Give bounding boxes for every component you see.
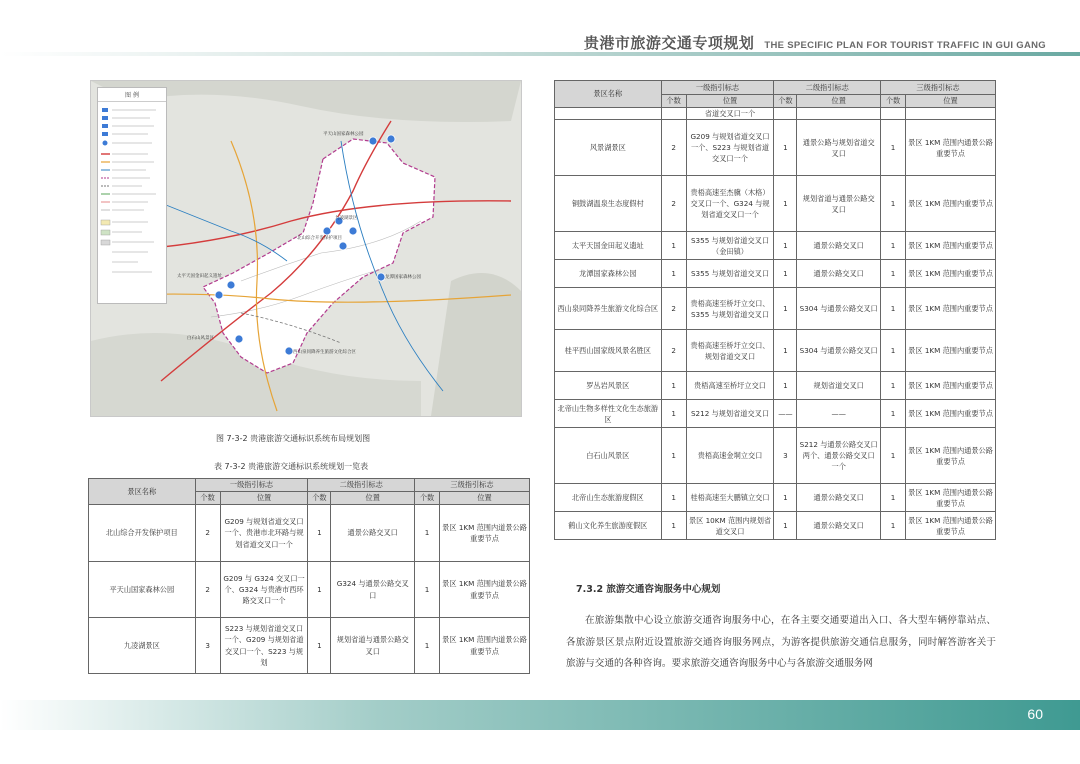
row-pos1: S355 与规划省道交叉口（金田镇） (686, 232, 774, 260)
legend-symbols (98, 102, 164, 298)
header-title (584, 32, 1046, 53)
row-pos2: 规划省道与通景公路交叉口 (797, 176, 881, 232)
row-pos3: 景区 1KM 范围内通景公路重要节点 (906, 512, 996, 540)
row-count1: 2 (195, 562, 220, 618)
table-row (89, 505, 530, 562)
row-pos3: 景区 1KM 范围内重要节点 (906, 260, 996, 288)
table-row (555, 330, 996, 372)
row-name: 鹤山文化养生旅游度假区 (555, 512, 662, 540)
row-count2: 1 (774, 288, 797, 330)
row-name: 太平天国金田起义遗址 (555, 232, 662, 260)
row-pos2: 通景公路交叉口 (797, 260, 881, 288)
header-level2: 二级指引标志 (308, 479, 415, 492)
row-pos1: 景区 10KM 范围内规划省道交叉口 (686, 512, 774, 540)
row-count3: 1 (881, 372, 906, 400)
row-pos1: G209 与规划省道交叉口一个、S223 与规划省道交叉口一个 (686, 120, 774, 176)
header-position: 位置 (440, 492, 530, 505)
row-pos2 (797, 108, 881, 120)
row-count3: 1 (881, 484, 906, 512)
row-pos1: 贵梧高速至桥圩立交口、规划省道交叉口 (686, 330, 774, 372)
row-pos2: G324 与通景公路交叉口 (331, 562, 415, 618)
row-pos2: —— (797, 400, 881, 428)
header-divider (0, 52, 1080, 56)
row-pos3: 景区 1KM 范围内通景公路重要节点 (906, 120, 996, 176)
row-count1: 2 (195, 505, 220, 562)
row-count2 (774, 108, 797, 120)
map-label-taiping: 太平天国金田起义遗址 (177, 274, 222, 279)
row-pos3: 景区 1KM 范围内道景公路重要节点 (440, 618, 530, 674)
row-pos1: 贵梧高速至杰骥（木格）交叉口一个、G324 与规划省道交叉口一个 (686, 176, 774, 232)
row-count2: 1 (308, 618, 331, 674)
header-level2: 二级指引标志 (774, 81, 881, 95)
row-name (555, 108, 662, 120)
header-name: 景区名称 (89, 479, 196, 505)
header-title-en: THE SPECIFIC PLAN FOR TOURIST TRAFFIC IN GUI GANG (764, 40, 1046, 51)
row-count3: 1 (415, 562, 440, 618)
sign-table-right (554, 80, 996, 540)
row-pos2: 通景公路交叉口 (797, 484, 881, 512)
header-position: 位置 (220, 492, 308, 505)
row-count3: 1 (881, 232, 906, 260)
header-position: 位置 (686, 95, 774, 108)
row-count1: 2 (661, 330, 686, 372)
table-row (89, 562, 530, 618)
page-footer (0, 700, 1080, 730)
row-count1: 1 (661, 428, 686, 484)
table-row (555, 108, 996, 120)
row-count1: 1 (661, 400, 686, 428)
row-count1: 1 (661, 372, 686, 400)
legend-title: 图 例 (98, 88, 166, 102)
row-pos1: S212 与规划省道交叉口 (686, 400, 774, 428)
row-pos2: 通景公路交叉口 (331, 505, 415, 562)
row-count3: 1 (881, 512, 906, 540)
row-name: 龙潭国家森林公园 (555, 260, 662, 288)
row-pos2: S304 与通景公路交叉口 (797, 288, 881, 330)
table-caption: 表 7-3-2 贵港旅游交通标识系统规划一览表 (214, 462, 369, 471)
header-count: 个数 (774, 95, 797, 108)
row-count1: 1 (661, 260, 686, 288)
body-paragraph: 在旅游集散中心设立旅游交通咨询服务中心，在各主要交通要道出入口、各大型车辆停靠站点、各旅游景区景点附近设置旅游交通咨询服务网点，为游客提供旅游交通信息服务，同时解答游客关于旅游与交通的各种咨询。要求旅游交通咨询服务中心与各旅游交通服务网 (566, 615, 996, 669)
header-count: 个数 (195, 492, 220, 505)
row-name: 白石山风景区 (555, 428, 662, 484)
row-count2: 1 (774, 330, 797, 372)
row-pos1: 省道交叉口一个 (686, 108, 774, 120)
table-row (555, 428, 996, 484)
row-pos3 (906, 108, 996, 120)
row-pos2: S212 与通景公路交叉口两个、通景公路交叉口一个 (797, 428, 881, 484)
table-row (555, 260, 996, 288)
row-pos1: 贵梧高速金垌立交口 (686, 428, 774, 484)
header-level1: 一级指引标志 (661, 81, 774, 95)
figure-caption: 图 7-3-2 贵港旅游交通标识系统布局规划图 (216, 434, 371, 443)
row-count2: 1 (774, 176, 797, 232)
row-pos1: G209 与 G324 交叉口一个、G324 与贵港市西环路交叉口一个 (220, 562, 308, 618)
row-pos3: 景区 1KM 范围内道景公路重要节点 (440, 562, 530, 618)
row-count1 (661, 108, 686, 120)
row-pos1: 贵梧高速至桥圩立交口 (686, 372, 774, 400)
row-pos3: 景区 1KM 范围内通景公路重要节点 (906, 428, 996, 484)
row-count2: 1 (774, 232, 797, 260)
header-position: 位置 (797, 95, 881, 108)
row-pos1: G209 与规划省道交叉口一个、贵港市北环路与规划省道交叉口一个 (220, 505, 308, 562)
map-label-longtan: 龙潭国家森林公园 (385, 275, 421, 280)
section-title: 7.3.2 旅游交通咨询服务中心规划 (576, 584, 721, 595)
header-title-cn: 贵港市旅游交通专项规划 (583, 34, 755, 52)
header-count: 个数 (308, 492, 331, 505)
table-row (555, 372, 996, 400)
row-count1: 1 (661, 484, 686, 512)
table-row (555, 512, 996, 540)
row-pos3: 景区 1KM 范围内通景公路重要节点 (906, 484, 996, 512)
row-count1: 1 (661, 232, 686, 260)
row-name: 西山泉同降养生旅游文化综合区 (555, 288, 662, 330)
header-level1: 一级指引标志 (195, 479, 308, 492)
row-count2: 1 (774, 120, 797, 176)
table-row (555, 232, 996, 260)
row-count1: 2 (661, 120, 686, 176)
row-count3: 1 (415, 618, 440, 674)
row-count2: 1 (774, 260, 797, 288)
row-count1: 2 (661, 288, 686, 330)
header-position: 位置 (906, 95, 996, 108)
row-count1: 1 (661, 512, 686, 540)
sign-table-left (88, 478, 530, 674)
row-count3: 1 (415, 505, 440, 562)
page-header (0, 0, 1080, 60)
row-pos2: 通景公路交叉口 (797, 512, 881, 540)
row-count1: 2 (661, 176, 686, 232)
row-pos1: 贵梧高速至桥圩立交口、S355 与规划省道交叉口 (686, 288, 774, 330)
row-pos3: 景区 1KM 范围内重要节点 (906, 330, 996, 372)
row-count2: 1 (774, 512, 797, 540)
map-label-xishan: 西山泉同降养生旅游文化综合区 (293, 350, 356, 355)
row-pos2: 通景公路与规划省道交叉口 (797, 120, 881, 176)
header-level3: 三级指引标志 (415, 479, 530, 492)
row-count3 (881, 108, 906, 120)
page-number: 60 (1027, 706, 1043, 722)
row-count3: 1 (881, 120, 906, 176)
table-row (555, 120, 996, 176)
map-label-jiulinghu: 九凌湖景区 (335, 216, 358, 221)
header-count: 个数 (661, 95, 686, 108)
layout-map (90, 80, 522, 417)
row-pos3: 景区 1KM 范围内重要节点 (906, 288, 996, 330)
row-count3: 1 (881, 260, 906, 288)
header-count: 个数 (415, 492, 440, 505)
map-label-baishishan: 白石山风景区 (187, 336, 214, 341)
table-row (89, 618, 530, 674)
header-name: 景区名称 (555, 81, 662, 108)
map-legend (97, 87, 167, 304)
row-pos3: 景区 1KM 范围内道景公路重要节点 (440, 505, 530, 562)
row-pos1: S223 与规划省道交叉口一个、G209 与规划省道交叉口一个、S223 与规划 (220, 618, 308, 674)
row-name: 桂平西山国家级风景名胜区 (555, 330, 662, 372)
table-row (555, 176, 996, 232)
header-position: 位置 (331, 492, 415, 505)
row-count3: 1 (881, 288, 906, 330)
table-row (555, 400, 996, 428)
row-count3: 1 (881, 330, 906, 372)
row-name: 北帝山生物多样性文化生态旅游区 (555, 400, 662, 428)
row-count3: 1 (881, 176, 906, 232)
map-label-pingtianshan: 平天山国家森林公园 (323, 132, 364, 137)
table-row (555, 484, 996, 512)
row-count2: 1 (308, 505, 331, 562)
row-pos2: 通景公路交叉口 (797, 232, 881, 260)
row-name: 北山综合开发保护项目 (89, 505, 196, 562)
row-count2: 1 (308, 562, 331, 618)
row-pos3: 景区 1KM 范围内重要节点 (906, 232, 996, 260)
row-name: 九凌湖景区 (89, 618, 196, 674)
row-name: 罗丛岩风景区 (555, 372, 662, 400)
row-count3: 1 (881, 428, 906, 484)
header-level3: 三级指引标志 (881, 81, 996, 95)
table-row (555, 288, 996, 330)
row-name: 铜鼓湖温泉生态度假村 (555, 176, 662, 232)
row-pos1: 桂梧高速至大鹏镇立交口 (686, 484, 774, 512)
row-pos2: S304 与通景公路交叉口 (797, 330, 881, 372)
row-name: 北帝山生态旅游度假区 (555, 484, 662, 512)
row-pos3: 景区 1KM 范围内重要节点 (906, 176, 996, 232)
row-pos3: 景区 1KM 范围内重要节点 (906, 400, 996, 428)
row-count2: —— (774, 400, 797, 428)
row-count1: 3 (195, 618, 220, 674)
row-name: 风景湖景区 (555, 120, 662, 176)
row-count2: 1 (774, 484, 797, 512)
map-label-beishan: 北山综合开发保护项目 (297, 236, 342, 241)
row-count2: 3 (774, 428, 797, 484)
row-name: 平天山国家森林公园 (89, 562, 196, 618)
row-pos3: 景区 1KM 范围内重要节点 (906, 372, 996, 400)
row-count2: 1 (774, 372, 797, 400)
row-pos2: 规划省道与通景公路交叉口 (331, 618, 415, 674)
header-count: 个数 (881, 95, 906, 108)
row-count3: 1 (881, 400, 906, 428)
row-pos2: 规划省道交叉口 (797, 372, 881, 400)
row-pos1: S355 与规划省道交叉口 (686, 260, 774, 288)
